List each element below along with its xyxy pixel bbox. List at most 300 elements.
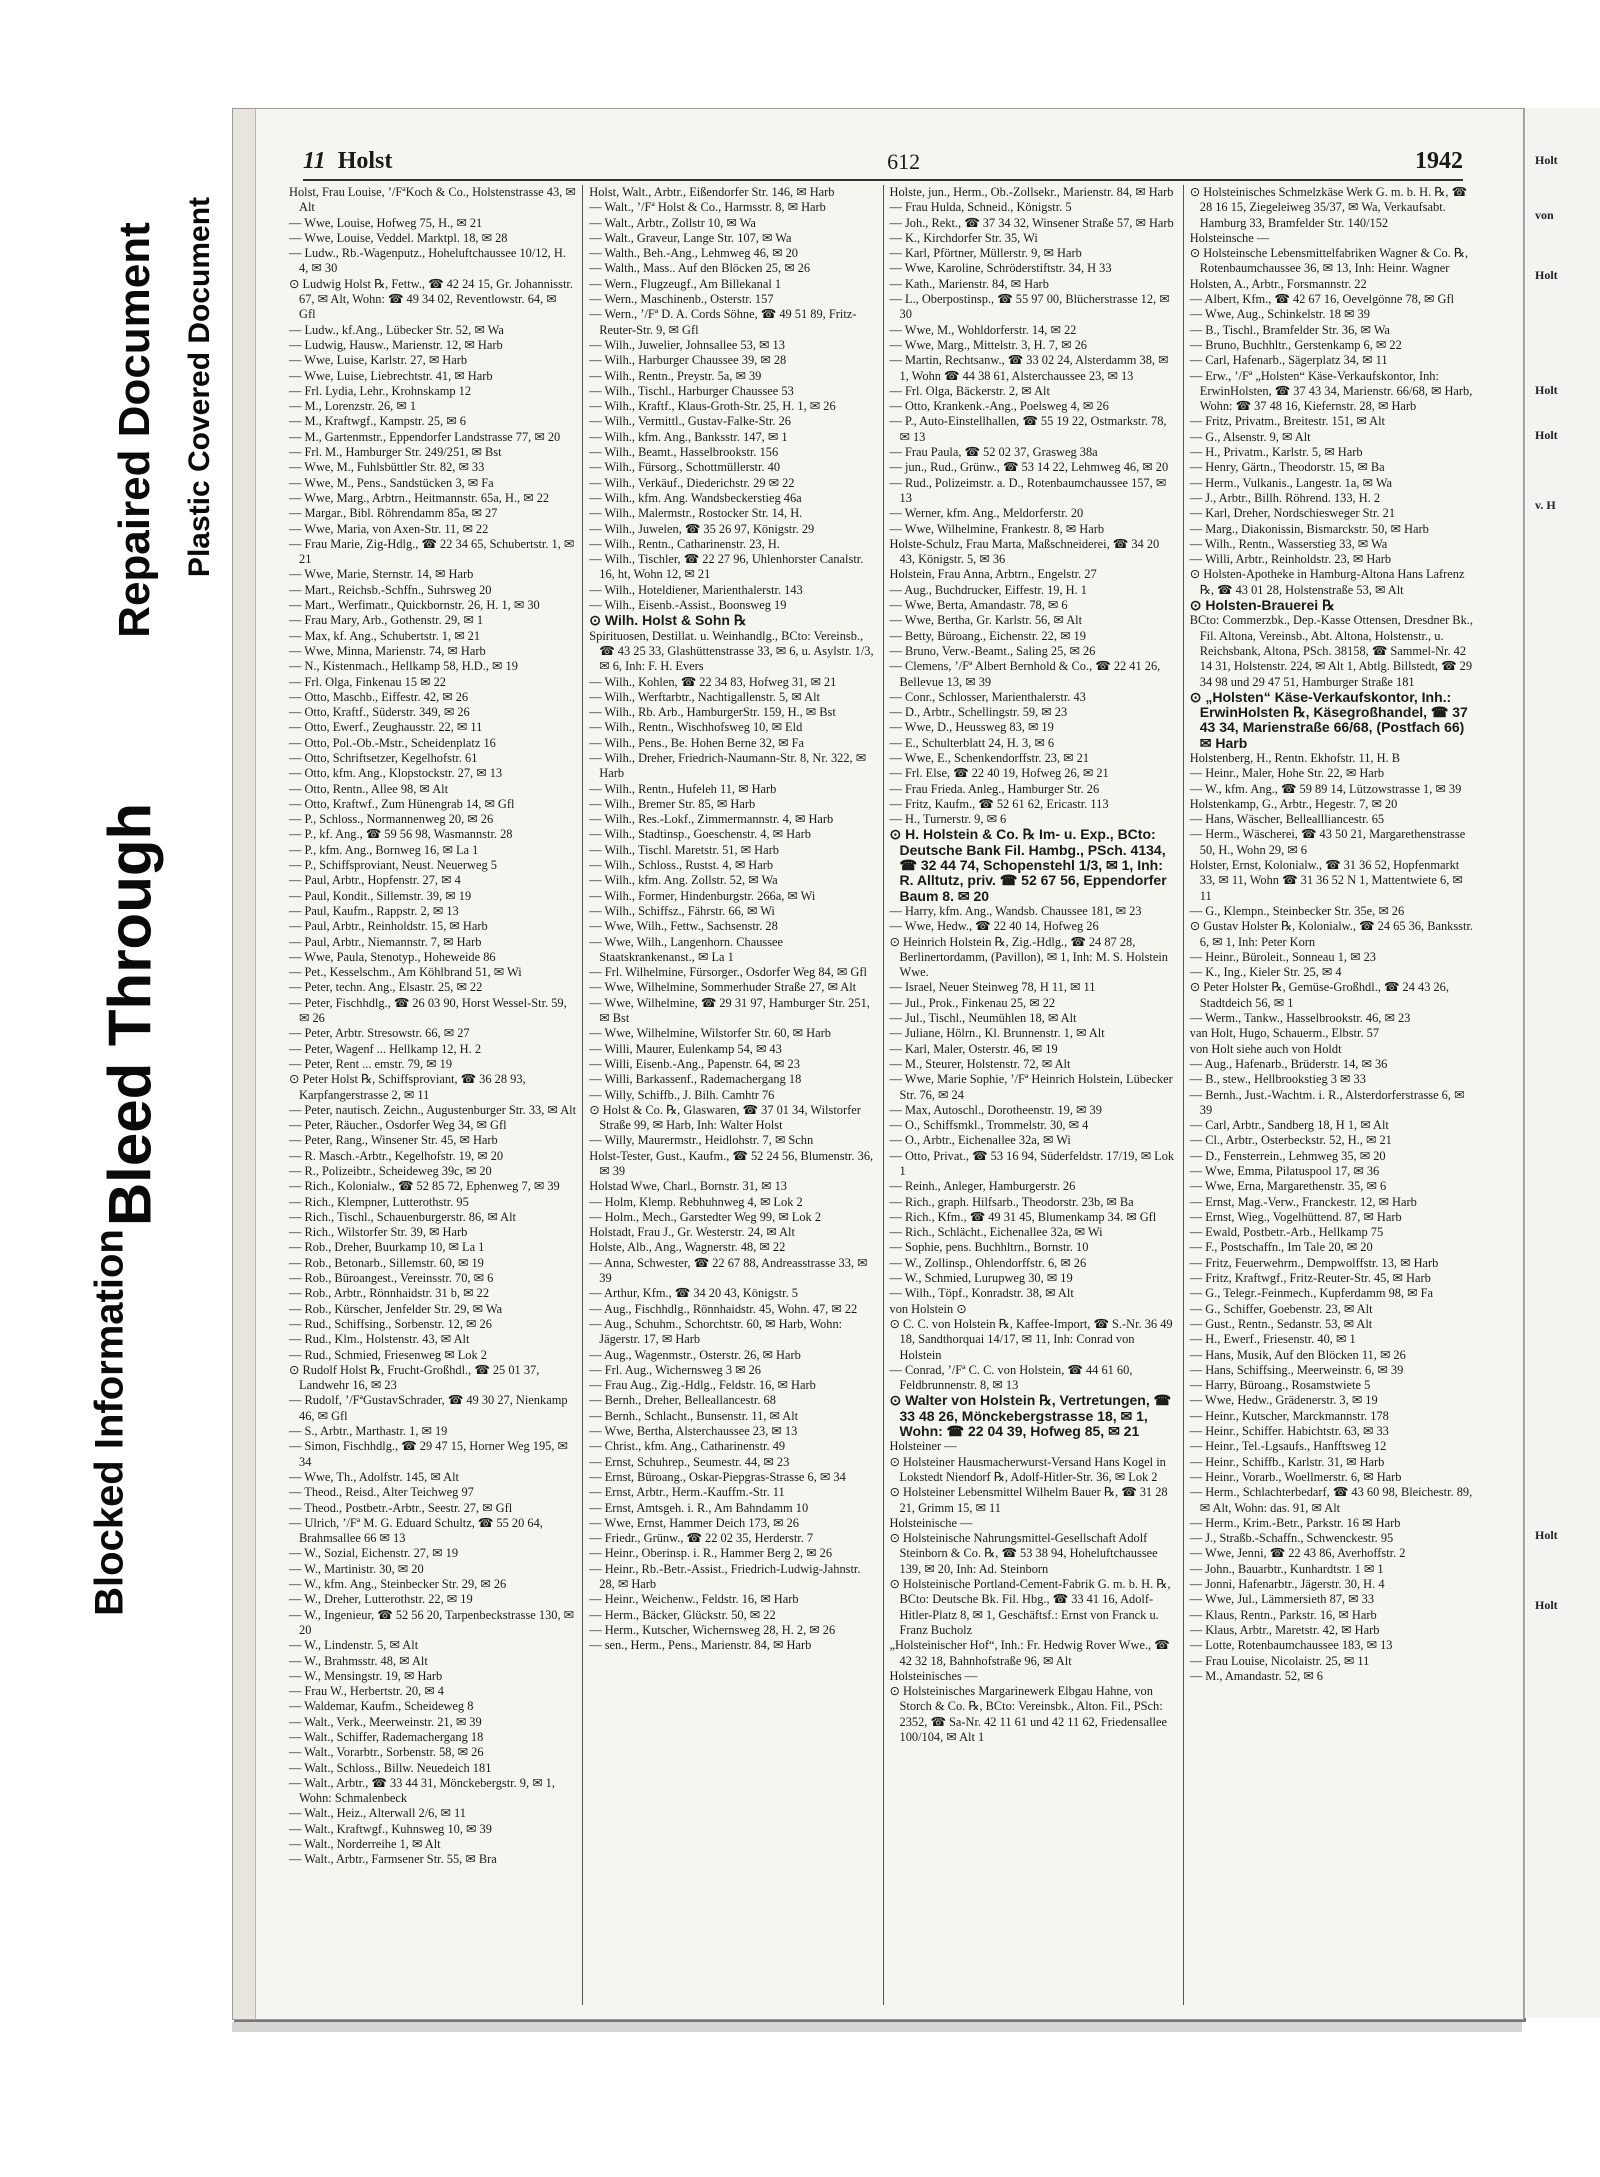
directory-entry: — G., Telegr.-Feinmech., Kupferdamm 98, ✉ Fa xyxy=(1189,1286,1434,1301)
directory-entry: — Aug., Fischhdlg., Rönnhaidstr. 45, Wohn. 47, ✉ 22 xyxy=(589,1301,858,1316)
directory-entry: — Wilh., Juwelen, ☎ 35 26 97, Königstr. 29 xyxy=(589,521,815,536)
directory-entry: Holster, Ernst, Kolonialw., ☎ 31 36 52, Hopfenmarkt 33, ✉ 11, Wohn ☎ 31 36 52 N 1, Mattentwiete 6, ✉ 11 xyxy=(1189,858,1463,903)
directory-entry: — Wilh., Schiffsz., Fährstr. 66, ✉ Wi xyxy=(589,903,775,918)
directory-entry: ⊙ Peter Holst ℞, Schiffsproviant, ☎ 36 28 93, Karpfangerstrasse 2, ✉ 11 xyxy=(289,1072,526,1102)
directory-entry: — Wilh., Werftarbtr., Nachtigallenstr. 5, ✉ Alt xyxy=(589,689,820,704)
directory-entry: — Heinr., Tel.-Lgsaufs., Hanfftsweg 12 xyxy=(1189,1439,1387,1454)
directory-entry: — Wilh., Tischl., Harburger Chaussee 53 xyxy=(589,383,794,398)
directory-entry: — Willi, Eisenb.-Ang., Papenstr. 64, ✉ 23 xyxy=(589,1056,800,1071)
directory-entry: Holstenberg, H., Rentn. Ekhofstr. 11, H. B xyxy=(1189,750,1401,765)
directory-entry: — W., Dreher, Lutterothstr. 22, ✉ 19 xyxy=(289,1592,473,1607)
directory-entry: — Frl. Wilhelmine, Fürsorger., Osdorfer Weg 84, ✉ Gfl xyxy=(589,965,867,980)
directory-entry: ⊙ Holsteiner Hausmacherwurst-Versand Hans Kogel in Lokstedt Niendorf ℞, Adolf-Hitler-Str. 36, ✉ Lok 2 xyxy=(889,1454,1166,1484)
directory-entry: — Ulrich, ’/Fª M. G. Eduard Schultz, ☎ 55 20 64, Brahmsallee 66 ✉ 13 xyxy=(289,1515,543,1546)
directory-entry: — Frl. Olga, Finkenau 15 ✉ 22 xyxy=(289,674,446,689)
directory-entry: — W., Sozial, Eichenstr. 27, ✉ 19 xyxy=(289,1546,459,1561)
adjacent-page-word: Holt xyxy=(1535,383,1558,397)
directory-entry: — Margar., Bibl. Röhrendamm 85a, ✉ 27 xyxy=(289,506,498,521)
adjacent-page-strip xyxy=(1524,108,1600,2018)
directory-entry: — Frau Mary, Arb., Gothenstr. 29, ✉ 1 xyxy=(289,613,484,628)
directory-entry: — Paul, Arbtr., Hopfenstr. 27, ✉ 4 xyxy=(289,873,461,888)
adjacent-page-word: von xyxy=(1535,208,1554,222)
directory-entry: — Wwe, Louise, Veddel. Marktpl. 18, ✉ 28 xyxy=(289,230,508,245)
directory-entry: — Walt., ’/Fª Holst & Co., Harmsstr. 8, ✉ Harb xyxy=(589,200,826,215)
directory-entry: — Willy, Maurermstr., Heidlohstr. 7, ✉ Schn xyxy=(589,1133,814,1148)
directory-entry: — W., Lindenstr. 5, ✉ Alt xyxy=(289,1638,419,1653)
directory-entry: — Wwe, Marie, Sternstr. 14, ✉ Harb xyxy=(289,567,474,582)
directory-entry: — Fritz, Privatm., Breitestr. 151, ✉ Alt xyxy=(1189,414,1385,429)
directory-entry: — Rich., Tischl., Schauenburgerstr. 86, ✉ Alt xyxy=(289,1209,516,1224)
directory-entry: — Frau Louise, Nicolaistr. 25, ✉ 11 xyxy=(1189,1653,1370,1668)
directory-entry: — Hans, Schiffsing., Meerweinstr. 6, ✉ 39 xyxy=(1189,1362,1404,1377)
directory-entry: — Wilh., kfm. Ang. Wandsbeckerstieg 46a xyxy=(589,490,802,505)
directory-entry: „Holsteinischer Hof“, Inh.: Fr. Hedwig Rover Wwe., ☎ 42 32 18, Bahnhofstraße 96, ✉ Alt xyxy=(889,1638,1170,1668)
directory-entry: — Wilh., Rentn., Wasserstieg 33, ✉ Wa xyxy=(1189,536,1388,551)
directory-entry: — Bruno, Buchhltr., Gerstenkamp 6, ✉ 22 xyxy=(1189,337,1402,352)
directory-entry: — Herm., Bäcker, Glückstr. 50, ✉ 22 xyxy=(589,1607,776,1622)
directory-entry: — Gust., Rentn., Sedanstr. 53, ✉ Alt xyxy=(1189,1316,1373,1331)
directory-entry: — Kath., Marienstr. 84, ✉ Harb xyxy=(889,276,1049,291)
directory-entry: — Wilh., Vermittl., Gustav-Falke-Str. 26 xyxy=(589,414,792,429)
directory-entry: — Herm., Wäscherei, ☎ 43 50 21, Margarethenstrasse 50, H., Wohn 29, ✉ 6 xyxy=(1189,827,1466,857)
directory-entry: — Betty, Büroang., Eichenstr. 22, ✉ 19 xyxy=(889,628,1086,643)
directory-entry: — M., Amandastr. 52, ✉ 6 xyxy=(1189,1668,1324,1683)
directory-entry: — Aug., Buchdrucker, Eiffestr. 19, H. 1 xyxy=(889,582,1087,597)
directory-entry: — Wwe, Luise, Liebrechtstr. 41, ✉ Harb xyxy=(289,368,493,383)
directory-entry: — Wwe, M., Fuhlsbüttler Str. 82, ✉ 33 xyxy=(289,460,485,475)
page-binding-edge xyxy=(233,109,256,2019)
directory-entry: — Wilh., Malermstr., Rostocker Str. 14, H. xyxy=(589,506,803,521)
directory-entry: — Wilh., kfm. Ang. Zollstr. 52, ✉ Wa xyxy=(589,873,778,888)
directory-column-1 xyxy=(283,185,583,2005)
directory-entry: — Wilh., Hoteldiener, Marienthalerstr. 143 xyxy=(589,582,803,597)
adjacent-page-word: Holt xyxy=(1535,268,1558,282)
directory-entry: — Frau Aug., Zig.-Hdlg., Feldstr. 16, ✉ Harb xyxy=(589,1378,816,1393)
directory-entry: — Wwe, Bertha, Gr. Karlstr. 56, ✉ Alt xyxy=(889,613,1083,628)
directory-entry: — Heinr., Schiffer. Habichtstr. 63, ✉ 33 xyxy=(1189,1424,1389,1439)
directory-entry: — Frl. M., Hamburger Str. 249/251, ✉ Bst xyxy=(289,445,502,460)
directory-entry: — Willy, Schiffb., J. Bilh. Camhtr 76 xyxy=(589,1087,775,1102)
directory-entry: — Peter, Räucher., Osdorfer Weg 34, ✉ Gfl xyxy=(289,1118,507,1133)
directory-entry: — W., Ingenieur, ☎ 52 56 20, Tarpenbeckstrasse 130, ✉ 20 xyxy=(289,1607,575,1637)
directory-entry: — Ludw., Rb.-Wagenputz., Hoheluftchaussee 10/12, H. 4, ✉ 30 xyxy=(289,246,566,276)
directory-entry: — Wwe, Karoline, Schröderstiftstr. 34, H 33 xyxy=(889,261,1112,276)
directory-entry: — Theod., Postbetr.-Arbtr., Seestr. 27, ✉ Gfl xyxy=(289,1500,513,1515)
directory-entry: — Joh., Rekt., ☎ 37 34 32, Winsener Straße 57, ✉ Harb xyxy=(889,215,1174,230)
directory-entry: — Simon, Fischhdlg., ☎ 29 47 15, Horner Weg 195, ✉ 34 xyxy=(289,1439,568,1469)
adjacent-page-word: v. H xyxy=(1535,498,1556,512)
directory-entry: — Otto, Privat., ☎ 53 16 94, Süderfeldstr. 17/19, ✉ Lok 1 xyxy=(889,1148,1175,1178)
scan-bottom-margin xyxy=(232,2022,1522,2032)
directory-entry: — Rob., Kürscher, Jenfelder Str. 29, ✉ Wa xyxy=(289,1301,503,1316)
directory-entry: — Wwe, Marg., Arbtrn., Heitmannstr. 65a, H., ✉ 22 xyxy=(289,490,550,505)
directory-entry: — Otto, Kraftwf., Zum Hünengrab 14, ✉ Gfl xyxy=(289,796,515,811)
directory-entry: — W., kfm. Ang., ☎ 59 89 14, Lützowstrasse 1, ✉ 39 xyxy=(1189,781,1462,796)
directory-entry: — Otto, Rentn., Allee 98, ✉ Alt xyxy=(289,781,449,796)
directory-entry: — Werner, kfm. Ang., Meldorferstr. 20 xyxy=(889,506,1084,521)
directory-entry: — Rich., Kfm., ☎ 49 31 45, Blumenkamp 34. ✉ Gfl xyxy=(889,1209,1157,1224)
directory-entry: Holstad Wwe, Charl., Bornstr. 31, ✉ 13 xyxy=(589,1179,787,1194)
directory-column-2 xyxy=(583,185,883,2005)
directory-entry: ⊙ Rudolf Holst ℞, Frucht-Großhdl., ☎ 25 01 37, Landwehr 16, ✉ 23 xyxy=(289,1362,540,1393)
directory-entry: — Pet., Kesselschm., Am Köhlbrand 51, ✉ Wi xyxy=(289,965,522,980)
directory-entry: — G., Schiffer, Goebenstr. 23, ✉ Alt xyxy=(1189,1301,1373,1316)
directory-entry: — Albert, Kfm., ☎ 42 67 16, Oevelgönne 78, ✉ Gfl xyxy=(1189,292,1455,307)
directory-entry: — Wilh., Verkäuf., Diederichstr. 29 ✉ 22 xyxy=(589,475,795,490)
directory-entry: — O., Arbtr., Eichenallee 32a, ✉ Wi xyxy=(889,1133,1071,1148)
directory-entry: — Wilh., Rentn., Preystr. 5a, ✉ 39 xyxy=(589,368,762,383)
directory-entry: — Wilh., Res.-Lokf., Zimmermannstr. 4, ✉ Harb xyxy=(589,812,834,827)
directory-entry: van Holt, Hugo, Schauerm., Elbstr. 57 xyxy=(1189,1026,1380,1041)
directory-entry: — Marg., Diakonissin, Bismarckstr. 50, ✉ Harb xyxy=(1189,521,1429,536)
directory-entry: — Peter, Rent ... emstr. 79, ✉ 19 xyxy=(289,1056,453,1071)
directory-entry: — Wwe, Paula, Stenotyp., Hoheweide 86 xyxy=(289,949,496,964)
directory-entry: ⊙ Holsteiner Lebensmittel Wilhelm Bauer ℞, ☎ 31 28 21, Grimm 15, ✉ 11 xyxy=(889,1485,1168,1515)
directory-entry: ⊙ Peter Holster ℞, Gemüse-Großhdl., ☎ 24 43 26, Stadtdeich 56, ✉ 1 xyxy=(1189,980,1449,1010)
directory-entry: — Wwe, D., Heussweg 83, ✉ 19 xyxy=(889,720,1054,735)
header-left xyxy=(303,148,392,175)
directory-entry: Holsteiner — xyxy=(889,1439,957,1454)
directory-entry: — Ernst, Amtsgeh. i. R., Am Bahndamm 10 xyxy=(589,1500,809,1515)
directory-entry: — Ernst, Schuhrep., Seumestr. 44, ✉ 23 xyxy=(589,1454,790,1469)
directory-entry: — Max, Autoschl., Dorotheenstr. 19, ✉ 39 xyxy=(889,1102,1102,1117)
directory-entry: — Frau Paula, ☎ 52 02 37, Grasweg 38a xyxy=(889,445,1098,460)
directory-entry: — Peter, Fischhdlg., ☎ 26 03 90, Horst Wessel-Str. 59, ✉ 26 xyxy=(289,995,567,1026)
directory-entry: — Wwe, Hedw., Grädenerstr. 3, ✉ 19 xyxy=(1189,1393,1378,1408)
directory-entry: — Klaus, Rentn., Parkstr. 16, ✉ Harb xyxy=(1189,1607,1377,1622)
directory-entry: — B., stew., Hellbrookstieg 3 ✉ 33 xyxy=(1189,1072,1366,1087)
directory-entry: — Jonni, Hafenarbtr., Jägerstr. 30, H. 4 xyxy=(1189,1577,1385,1592)
directory-entry: — G., Alsenstr. 9, ✉ Alt xyxy=(1189,429,1311,444)
directory-entry: — Karl, Pförtner, Müllerstr. 9, ✉ Harb xyxy=(889,246,1082,261)
directory-entry: — Wilh., Juwelier, Johnsallee 53, ✉ 13 xyxy=(589,337,785,352)
directory-entry: — Peter, Arbtr. Stresowstr. 66, ✉ 27 xyxy=(289,1026,470,1041)
directory-entry: — Bernh., Dreher, Belleallancestr. 68 xyxy=(589,1393,776,1408)
directory-entry: — Wwe, E., Schenkendorffstr. 23, ✉ 21 xyxy=(889,750,1090,765)
directory-entry: — Wilh., Tischler, ☎ 22 27 96, Uhlenhorster Canalstr. 16, ht, Wohn 12, ✉ 21 xyxy=(589,552,864,582)
directory-entry: — Rudolf, ’/FªGustavSchrader, ☎ 49 30 27, Nienkamp 46, ✉ Gfl xyxy=(289,1393,568,1423)
directory-entry: — Wwe, Jenni, ☎ 22 43 86, Averhoffstr. 2 xyxy=(1189,1546,1406,1561)
directory-entry: — Harry, kfm. Ang., Wandsb. Chaussee 181, ✉ 23 xyxy=(889,903,1142,918)
directory-entry: — Wwe, M., Wohldorferstr. 14, ✉ 22 xyxy=(889,322,1077,337)
directory-entry: — Walt., Norderreihe 1, ✉ Alt xyxy=(289,1837,441,1852)
directory-entry: von Holt siehe auch von Holdt xyxy=(1189,1041,1342,1056)
directory-entry: — Arthur, Kfm., ☎ 34 20 43, Königstr. 5 xyxy=(589,1286,798,1301)
directory-entry: — J., Arbtr., Billh. Röhrend. 133, H. 2 xyxy=(1189,490,1381,505)
directory-entry: — Otto, Kraftf., Süderstr. 349, ✉ 26 xyxy=(289,705,470,720)
directory-entry: Holstenkamp, G., Arbtr., Hegestr. 7, ✉ 20 xyxy=(1189,796,1398,811)
directory-entry: — Otto, Krankenk.-Ang., Poelsweg 4, ✉ 26 xyxy=(889,399,1109,414)
directory-entry: — Wwe, Erna, Margarethenstr. 35, ✉ 6 xyxy=(1189,1179,1387,1194)
label-repaired-document: Repaired Document xyxy=(110,222,159,638)
directory-entry: — W., Brahmsstr. 48, ✉ Alt xyxy=(289,1653,428,1668)
directory-entry: — Walt., Verk., Meerweinstr. 21, ✉ 39 xyxy=(289,1714,482,1729)
page-header xyxy=(303,137,1463,181)
directory-entry: — Herm., Schlachterbedarf, ☎ 43 60 98, Bleichestr. 89, ✉ Alt, Wohn: das. 91, ✉ Alt xyxy=(1189,1485,1473,1515)
directory-entry: — Frl. Lydia, Lehr., Krohnskamp 12 xyxy=(289,383,472,398)
directory-entry: — Wilh., Kraftf., Klaus-Groth-Str. 25, H. 1, ✉ 26 xyxy=(589,399,836,414)
directory-entry: — Wern., ’/Fª D. A. Cords Söhne, ☎ 49 51 89, Fritz-Reuter-Str. 9, ✉ Gfl xyxy=(589,307,857,337)
directory-entry: Holstadt, Frau J., Gr. Westerstr. 24, ✉ Alt xyxy=(589,1225,795,1240)
directory-entry: — Rud., Schiffsing., Sorbenstr. 12, ✉ 26 xyxy=(289,1316,492,1331)
directory-entry: — Wwe, Ernst, Hammer Deich 173, ✉ 26 xyxy=(589,1515,799,1530)
directory-entry: — Walt., Vorarbtr., Sorbenstr. 58, ✉ 26 xyxy=(289,1745,484,1760)
directory-entry: — Wilh., Beamt., Hasselbrookstr. 156 xyxy=(589,445,779,460)
directory-entry: — Wwe, Wilhelmine, ☎ 29 31 97, Hamburger Str. 251, ✉ Bst xyxy=(589,995,870,1026)
directory-entry: — S., Arbtr., Marthastr. 1, ✉ 19 xyxy=(289,1424,448,1439)
directory-entry: — R., Polizeibtr., Scheideweg 39c, ✉ 20 xyxy=(289,1164,492,1178)
directory-entry: — Wwe, Wilh., Fettw., Sachsenstr. 28 xyxy=(589,919,778,934)
directory-entry: — Frau Frieda. Anleg., Hamburger Str. 26 xyxy=(889,781,1100,796)
label-plastic-covered-document: Plastic Covered Document xyxy=(183,196,216,578)
directory-entry: — Wilh., Fürsorg., Schottmüllerstr. 40 xyxy=(589,460,781,475)
directory-entry: — Frl. Else, ☎ 22 40 19, Hofweg 26, ✉ 21 xyxy=(889,766,1109,781)
label-blocked-information: Blocked Information xyxy=(87,1229,132,1616)
directory-entry: — Jul., Prok., Finkenau 25, ✉ 22 xyxy=(889,995,1056,1010)
directory-entry: Holst, Walt., Arbtr., Eißendorfer Str. 146, ✉ Harb xyxy=(589,185,835,199)
directory-entry: — Walt., Heiz., Alterwall 2/6, ✉ 11 xyxy=(289,1806,466,1821)
directory-entry: — R. Masch.-Arbtr., Kegelhofstr. 19, ✉ 20 xyxy=(289,1148,504,1163)
directory-entry: — Waldemar, Kaufm., Scheideweg 8 xyxy=(289,1699,474,1714)
directory-entry: — Wilh., Dreher, Friedrich-Naumann-Str. 8, Nr. 322, ✉ Harb xyxy=(589,750,867,781)
directory-entry: — Wilh., Eisenb.-Assist., Boonsweg 19 xyxy=(589,598,787,613)
directory-entry: — Rich., Schlächt., Eichenallee 32a, ✉ Wi xyxy=(889,1225,1103,1240)
directory-entry: — Rich., Wilstorfer Str. 39, ✉ Harb xyxy=(289,1225,468,1240)
directory-entry: ⊙ C. C. von Holstein ℞, Kaffee-Import, ☎ S.-Nr. 36 49 18, Sandthorquai 14/17, ✉ 11, Inh: Conrad von Holstein xyxy=(889,1316,1173,1362)
directory-entry: — P., Schloss., Normannenweg 20, ✉ 26 xyxy=(289,812,494,827)
directory-entry: — H., Privatm., Karlstr. 5, ✉ Harb xyxy=(1189,445,1363,460)
directory-entry: — Wwe, Jul., Lämmersieth 87, ✉ 33 xyxy=(1189,1592,1375,1607)
directory-entry: — Karl, Maler, Osterstr. 46, ✉ 19 xyxy=(889,1041,1058,1056)
directory-entry: — jun., Rud., Grünw., ☎ 53 14 22, Lehmweg 46, ✉ 20 xyxy=(889,460,1169,475)
directory-entry: — Ernst, Arbtr., Herm.-Kauffm.-Str. 11 xyxy=(589,1485,785,1500)
directory-entry: — Frau W., Herbertstr. 20, ✉ 4 xyxy=(289,1684,444,1699)
directory-entry: von Holstein ⊙ xyxy=(889,1301,967,1316)
directory-entry: ⊙ Holsten-Brauerei ℞ xyxy=(1189,597,1335,614)
directory-entry: BCto: Commerzbk., Dep.-Kasse Ottensen, Dresdner Bk., Fil. Altona, Vereinsb., Abt. Altona, Holstenstr., u. Reichsbank, Altona, PSch. 38158, ☎ Sammel-Nr. 42 14 31, Holstenstr. 224, ✉ Alt 1, Abtlg. Billstedt, ☎ 29 34 98 und 29 47 51, Hamburger Straße 181 xyxy=(1189,613,1473,689)
directory-entry: — Erw., ’/Fª „Holsten“ Käse-Verkaufskontor, Inh: ErwinHolsten, ☎ 37 43 34, Marienstr. 66/68, ✉ Harb, Wohn: ☎ 37 48 16, Kiefernstr. 28, ✉ Harb xyxy=(1189,368,1473,414)
directory-entry: — Wilh., Töpf., Konradstr. 38, ✉ Alt xyxy=(889,1286,1074,1301)
directory-entry: — Wwe, Bertha, Alsterchaussee 23, ✉ 13 xyxy=(589,1424,798,1439)
directory-entry: — Fritz, Kaufm., ☎ 52 61 62, Ericastr. 113 xyxy=(889,796,1109,811)
directory-entry: ⊙ Holsten-Apotheke in Hamburg-Altona Hans Lafrenz ℞, ☎ 43 01 28, Holstenstraße 53, ✉ Alt xyxy=(1189,567,1465,597)
directory-entry: — Rich., Klempner, Lutterothstr. 95 xyxy=(289,1194,469,1209)
directory-entry: — Hans, Wäscher, Belleallliancestr. 65 xyxy=(1189,812,1385,827)
directory-entry: — Mart., Werfimatr., Quickbornstr. 26, H. 1, ✉ 30 xyxy=(289,598,540,613)
directory-entry: — Wern., Flugzeugf., Am Billekanal 1 xyxy=(589,276,782,291)
directory-entry: — Wilh., Rb. Arb., HamburgerStr. 159, H., ✉ Bst xyxy=(589,705,836,720)
directory-entry: — Walth., Beh.-Ang., Lehmweg 46, ✉ 20 xyxy=(589,246,799,261)
directory-entry: — Walt., Schloss., Billw. Neuedeich 181 xyxy=(289,1760,492,1775)
directory-entry: — Frl. Olga, Bäckerstr. 2, ✉ Alt xyxy=(889,383,1050,398)
directory-entry: — Herm., Vulkanis., Langestr. 1a, ✉ Wa xyxy=(1189,475,1393,490)
directory-entry: — Heinr., Schiffb., Karlstr. 31, ✉ Harb xyxy=(1189,1454,1385,1469)
directory-entry: — Wwe, Wilhelmine, Frankestr. 8, ✉ Harb xyxy=(889,521,1105,536)
directory-entry: — Lotte, Rotenbaumchaussee 183, ✉ 13 xyxy=(1189,1638,1393,1653)
directory-entry: — Wwe, Louise, Hofweg 75, H., ✉ 21 xyxy=(289,215,483,230)
directory-entry: — Otto, Ewerf., Zeughausstr. 22, ✉ 11 xyxy=(289,720,483,735)
directory-entry: — Walth., Mass.. Auf den Blöcken 25, ✉ 26 xyxy=(589,261,811,276)
directory-entry: — D., Arbtr., Schellingstr. 59, ✉ 23 xyxy=(889,705,1068,720)
directory-entry: — Christ., kfm. Ang., Catharinenstr. 49 xyxy=(589,1439,786,1454)
directory-entry: — Wilh., Stadtinsp., Goeschenstr. 4, ✉ Harb xyxy=(589,827,811,842)
directory-entry: — Juliane, Hölrn., Kl. Brunnenstr. 1, ✉ Alt xyxy=(889,1026,1105,1041)
directory-entry: — Walt., Graveur, Lange Str. 107, ✉ Wa xyxy=(589,230,792,245)
directory-entry: — Klaus, Arbtr., Maretstr. 42, ✉ Harb xyxy=(1189,1622,1380,1637)
adjacent-page-word: Holt xyxy=(1535,428,1558,442)
directory-entry: — P., Auto-Einstellhallen, ☎ 55 19 22, Ostmarkstr. 78, ✉ 13 xyxy=(889,414,1167,444)
directory-entry: — P., kfm. Ang., Bornweg 16, ✉ La 1 xyxy=(289,842,479,857)
directory-entry: — Otto, kfm. Ang., Klopstockstr. 27, ✉ 13 xyxy=(289,766,503,781)
directory-entry: — Cl., Arbtr., Osterbeckstr. 52, H., ✉ 21 xyxy=(1189,1133,1392,1148)
directory-entry: ⊙ Heinrich Holstein ℞, Zig.-Hdlg., ☎ 24 87 28, Berlinertordamm, (Pavillon), ✉ 1, Inh: M. S. Holstein Wwe. xyxy=(889,934,1168,980)
directory-entry: — Wwe, Wilhelmine, Wilstorfer Str. 60, ✉ Harb xyxy=(589,1026,831,1041)
directory-entry: — Wilh., Former, Hindenburgstr. 266a, ✉ Wi xyxy=(589,888,816,903)
directory-entry: — Wwe, Emma, Pilatuspool 17, ✉ 36 xyxy=(1189,1164,1380,1178)
directory-entry: — B., Tischl., Bramfelder Str. 36, ✉ Wa xyxy=(1189,322,1390,337)
directory-entry: — Hans, Musik, Auf den Blöcken 11, ✉ 26 xyxy=(1189,1347,1406,1362)
directory-entry: — Sophie, pens. Buchhltrn., Bornstr. 10 xyxy=(889,1240,1089,1255)
directory-entry: — Walt., Arbtr., Zollstr 10, ✉ Wa xyxy=(589,215,756,230)
directory-entry: — Max, kf. Ang., Schubertstr. 1, ✉ 21 xyxy=(289,628,481,643)
directory-entry: — Wwe, Luise, Karlstr. 27, ✉ Harb xyxy=(289,353,468,368)
scanned-page xyxy=(232,108,1524,2020)
directory-entry: — Frau Marie, Zig-Hdlg., ☎ 22 34 65, Schubertstr. 1, ✉ 21 xyxy=(289,536,575,567)
directory-entry: — Theod., Reisd., Alter Teichweg 97 xyxy=(289,1485,474,1500)
directory-entry: — Jul., Tischl., Neumühlen 18, ✉ Alt xyxy=(889,1011,1077,1026)
header-title: Holst xyxy=(337,148,393,174)
directory-entry: — Walt., Kraftwgf., Kuhnsweg 10, ✉ 39 xyxy=(289,1821,492,1836)
directory-entry: — Wwe, Aug., Schinkelstr. 18 ✉ 39 xyxy=(1189,307,1370,322)
directory-entry: — D., Fensterrein., Lehmweg 35, ✉ 20 xyxy=(1189,1148,1386,1163)
directory-entry: — Wwe, Marie Sophie, ’/Fª Heinrich Holstein, Lübecker Str. 76, ✉ 24 xyxy=(889,1072,1173,1102)
directory-entry: — Karl, Dreher, Nordschiesweger Str. 21 xyxy=(1189,506,1396,521)
directory-entry: Holsteinische — xyxy=(889,1515,973,1530)
directory-entry: — Wwe, M., Pens., Sandstücken 3, ✉ Fa xyxy=(289,475,494,490)
directory-entry: — Wilh., Bremer Str. 85, ✉ Harb xyxy=(589,796,756,811)
directory-column-3 xyxy=(884,185,1184,2005)
directory-entry: — W., Mensingstr. 19, ✉ Harb xyxy=(289,1668,443,1683)
directory-entry: — Herm., Kutscher, Wichernsweg 28, H. 2, ✉ 26 xyxy=(589,1622,836,1637)
directory-entry: ⊙ Holsteinisches Schmelzkäse Werk G. m. b. H. ℞, ☎ 28 16 15, Ziegeleiweg 35/37, ✉ Wa, Verkaufsabt. Hamburg 33, Bramfelder Str. 140/152 xyxy=(1189,185,1468,230)
directory-entry: — Rob., Arbtr., Rönnhaidstr. 31 b, ✉ 22 xyxy=(289,1286,490,1301)
directory-entry: ⊙ Walter von Holstein ℞, Vertretungen, ☎ 33 48 26, Mönckebergstrasse 18, ✉ 1, Wohn: ☎ 22 04 39, Hofweg 85, ✉ 21 xyxy=(889,1392,1172,1440)
directory-entry: — H., Turnerstr. 9, ✉ 6 xyxy=(889,812,1007,827)
directory-entry: — Heinr., Kutscher, Marckmannstr. 178 xyxy=(1189,1408,1389,1423)
directory-entry: — Conr., Schlosser, Marienthalerstr. 43 xyxy=(889,689,1086,704)
adjacent-page-word: Holt xyxy=(1535,153,1558,167)
directory-entry: — W., kfm. Ang., Steinbecker Str. 29, ✉ 26 xyxy=(289,1577,507,1592)
directory-entry: — Fritz, Kraftwgf., Fritz-Reuter-Str. 45, ✉ Harb xyxy=(1189,1271,1431,1286)
directory-entry: — M., Gartenmstr., Eppendorfer Landstrasse 77, ✉ 20 xyxy=(289,429,561,444)
directory-entry: — Bruno, Verw.-Beamt., Saling 25, ✉ 26 xyxy=(889,643,1096,658)
directory-entry: — Rob., Dreher, Buurkamp 10, ✉ La 1 xyxy=(289,1240,485,1255)
directory-entry: — Reinh., Anleger, Hamburgerstr. 26 xyxy=(889,1179,1076,1194)
directory-entry: ⊙ Holst & Co. ℞, Glaswaren, ☎ 37 01 34, Wilstorfer Straße 99, ✉ Harb, Inh: Walter Holst xyxy=(589,1102,861,1133)
directory-entry: — W., Schmied, Lurupweg 30, ✉ 19 xyxy=(889,1271,1073,1286)
directory-entry: — Rud., Polizeimstr. a. D., Rotenbaumchaussee 157, ✉ 13 xyxy=(889,475,1167,505)
directory-entry: ⊙ Holsteinisches Margarinewerk Elbgau Hahne, von Storch & Co. ℞, BCto: Vereinsbk., Alton. Fil., PSch: 2352, ☎ Sa-Nr. 42 11 61 und 42 11 62, Friedensallee 100/104, ✉ Alt 1 xyxy=(889,1684,1167,1744)
directory-entry: — M., Lorenzstr. 26, ✉ 1 xyxy=(289,399,417,414)
directory-entry: — Clemens, ’/Fª Albert Bernhold & Co., ☎ 22 41 26, Bellevue 13, ✉ 39 xyxy=(889,659,1161,689)
directory-entry: — N., Kistenmach., Hellkamp 58, H.D., ✉ 19 xyxy=(289,659,518,674)
directory-entry: — Rob., Büroangest., Vereinsstr. 70, ✉ 6 xyxy=(289,1271,494,1286)
directory-entry: ⊙ Ludwig Holst ℞, Fettw., ☎ 42 24 15, Gr. Johannisstr. 67, ✉ Alt, Wohn: ☎ 49 34 02, Reventlowstr. 64, ✉ Gfl xyxy=(289,276,573,322)
directory-entry: — Mart., Reichsb.-Schffn., Suhrsweg 20 xyxy=(289,582,492,597)
directory-entry: — Herm., Krim.-Betr., Parkstr. 16 ✉ Harb xyxy=(1189,1515,1401,1530)
directory-entry: — Paul, Arbtr., Reinholdstr. 15, ✉ Harb xyxy=(289,919,488,934)
directory-entry: — Ernst, Wieg., Vogelhüttend. 87, ✉ Harb xyxy=(1189,1209,1402,1224)
directory-columns xyxy=(283,185,1483,2005)
directory-entry: — Carl, Arbtr., Sandberg 18, H 1, ✉ Alt xyxy=(1189,1118,1389,1133)
directory-entry: — K., Kirchdorfer Str. 35, Wi xyxy=(889,230,1038,245)
directory-entry: — M., Kraftwgf., Kampstr. 25, ✉ 6 xyxy=(289,414,466,429)
directory-entry: — Heinr., Weichenw., Feldstr. 16, ✉ Harb xyxy=(589,1592,799,1607)
directory-entry: — Aug., Schuhm., Schorchtstr. 60, ✉ Harb, Wohn: Jägerstr. 17, ✉ Harb xyxy=(589,1316,843,1347)
directory-entry: — Peter, nautisch. Zeichn., Augustenburger Str. 33, ✉ Alt xyxy=(289,1102,577,1117)
directory-entry: — Bernh., Just.-Wachtm. i. R., Alsterdorferstrasse 6, ✉ 39 xyxy=(1189,1087,1465,1117)
directory-entry: — Carl, Hafenarb., Sägerplatz 34, ✉ 11 xyxy=(1189,353,1388,368)
adjacent-page-word: Holt xyxy=(1535,1528,1558,1542)
directory-entry: — Otto, Pol.-Ob.-Mstr., Scheidenplatz 16 xyxy=(289,735,496,750)
directory-entry: — Ewald, Postbetr.-Arb., Hellkamp 75 xyxy=(1189,1225,1384,1240)
directory-entry: — Bernh., Schlacht., Bunsenstr. 11, ✉ Alt xyxy=(589,1408,799,1423)
directory-column-4 xyxy=(1184,185,1483,2005)
directory-entry: — P., Schiffsproviant, Neust. Neuerweg 5 xyxy=(289,858,497,873)
directory-entry: — Wwe, Hedw., ☎ 22 40 14, Hofweg 26 xyxy=(889,919,1099,934)
directory-entry: — Wilh., Pens., Be. Hohen Berne 32, ✉ Fa xyxy=(589,735,805,750)
directory-entry: — Conrad, ’/Fª C. C. von Holstein, ☎ 44 61 60, Feldbrunnenstr. 8, ✉ 13 xyxy=(889,1362,1133,1393)
directory-entry: — Peter, Rang., Winsener Str. 45, ✉ Harb xyxy=(289,1133,498,1148)
directory-entry: — Willi, Maurer, Eulenkamp 54, ✉ 43 xyxy=(589,1041,782,1056)
directory-entry: Holste-Schulz, Frau Marta, Maßschneiderei, ☎ 34 20 43, Königstr. 5, ✉ 36 xyxy=(889,536,1160,567)
directory-entry: Holst, Frau Louise, ’/FªKoch & Co., Holstenstrasse 43, ✉ Alt xyxy=(289,185,576,215)
directory-entry: — Martin, Rechtsanw., ☎ 33 02 24, Alsterdamm 38, ✉ 1, Wohn ☎ 44 38 61, Alsterchaussee 23, ✉ 13 xyxy=(889,353,1169,383)
directory-entry: — Holm, Klemp. Rebhuhnweg 4, ✉ Lok 2 xyxy=(589,1194,803,1209)
directory-entry: — Werm., Tankw., Hasselbrookstr. 46, ✉ 23 xyxy=(1189,1011,1411,1026)
header-year: 1942 xyxy=(1414,148,1463,174)
directory-entry: — Wilh., Rentn., Hufeleh 11, ✉ Harb xyxy=(589,781,777,796)
directory-entry: — Frl. Aug., Wichernsweg 3 ✉ 26 xyxy=(589,1362,761,1377)
directory-entry: — L., Oberpostinsp., ☎ 55 97 00, Blücherstrasse 12, ✉ 30 xyxy=(889,292,1170,322)
directory-entry: ⊙ Holsteinische Nahrungsmittel-Gesellschaft Adolf Steinborn & Co. ℞, ☎ 53 38 94, Hoheluftchaussee 139, ✉ 20, Inh: Ad. Steinborn xyxy=(889,1531,1158,1576)
directory-entry: — Wilh., kfm. Ang., Banksstr. 147, ✉ 1 xyxy=(589,429,788,444)
directory-entry: — Ludw., kf.Ang., Lübecker Str. 52, ✉ Wa xyxy=(289,322,504,337)
directory-entry: Spirituosen, Destillat. u. Weinhandlg., BCto: Vereinsb., ☎ 43 25 33, Glashüttenstrasse 33, ✉ 6, u. Asylstr. 1/3, ✉ 6, Inh: F. H. Evers xyxy=(589,628,874,674)
directory-entry: — Ernst, Mag.-Verw., Franckestr. 12, ✉ Harb xyxy=(1189,1194,1417,1209)
directory-entry: — Wwe, Maria, von Axen-Str. 11, ✉ 22 xyxy=(289,521,489,536)
directory-entry: — G., Klempn., Steinbecker Str. 35e, ✉ 26 xyxy=(1189,903,1405,918)
directory-entry: — Holm., Mech., Garstedter Weg 99, ✉ Lok 2 xyxy=(589,1209,822,1224)
directory-entry: — Aug., Hafenarb., Brüderstr. 14, ✉ 36 xyxy=(1189,1056,1388,1071)
directory-entry: ⊙ Wilh. Holst & Sohn ℞ xyxy=(589,612,747,629)
directory-entry: — Wwe, Minna, Marienstr. 74, ✉ Harb xyxy=(289,643,486,658)
directory-entry: — Rich., Kolonialw., ☎ 52 85 72, Ephenweg 7, ✉ 39 xyxy=(289,1179,560,1194)
directory-entry: — Wwe, Berta, Amandastr. 78, ✉ 6 xyxy=(889,598,1068,613)
directory-entry: — sen., Herm., Pens., Marienstr. 84, ✉ Harb xyxy=(589,1638,812,1653)
directory-entry: — F., Postschaffn., Im Tale 20, ✉ 20 xyxy=(1189,1240,1373,1255)
directory-entry: — Heinr., Oberinsp. i. R., Hammer Berg 2, ✉ 26 xyxy=(589,1546,833,1561)
label-bleed-through: Bleed Through xyxy=(96,802,164,1227)
directory-entry: — Ludwig, Hausw., Marienstr. 12, ✉ Harb xyxy=(289,337,503,352)
directory-entry: — Peter, Wagenf ... Hellkamp 12, H. 2 xyxy=(289,1041,482,1056)
directory-entry: — Wwe, Marg., Mittelstr. 3, H. 7, ✉ 26 xyxy=(889,337,1087,352)
directory-entry: ⊙ H. Holstein & Co. ℞ Im- u. Exp., BCto: Deutsche Bank Fil. Hambg., PSch. 4134, ☎ 32 44 74, Schopenstehl 1/3, ✉ 1, Inh: R. Alltutz, priv. ☎ 52 67 56, Eppendorfer Baum 8. ✉ 20 xyxy=(889,826,1167,904)
directory-entry: — Heinr., Büroleit., Sonneau 1, ✉ 23 xyxy=(1189,949,1376,964)
directory-entry: ⊙ Gustav Holster ℞, Kolonialw., ☎ 24 65 36, Banksstr. 6, ✉ 1, Inh: Peter Korn xyxy=(1189,919,1473,949)
directory-entry: — Peter, techn. Ang., Elsastr. 25, ✉ 22 xyxy=(289,980,483,995)
directory-entry: — Harry, Büroang., Rosamstwiete 5 xyxy=(1189,1378,1371,1393)
